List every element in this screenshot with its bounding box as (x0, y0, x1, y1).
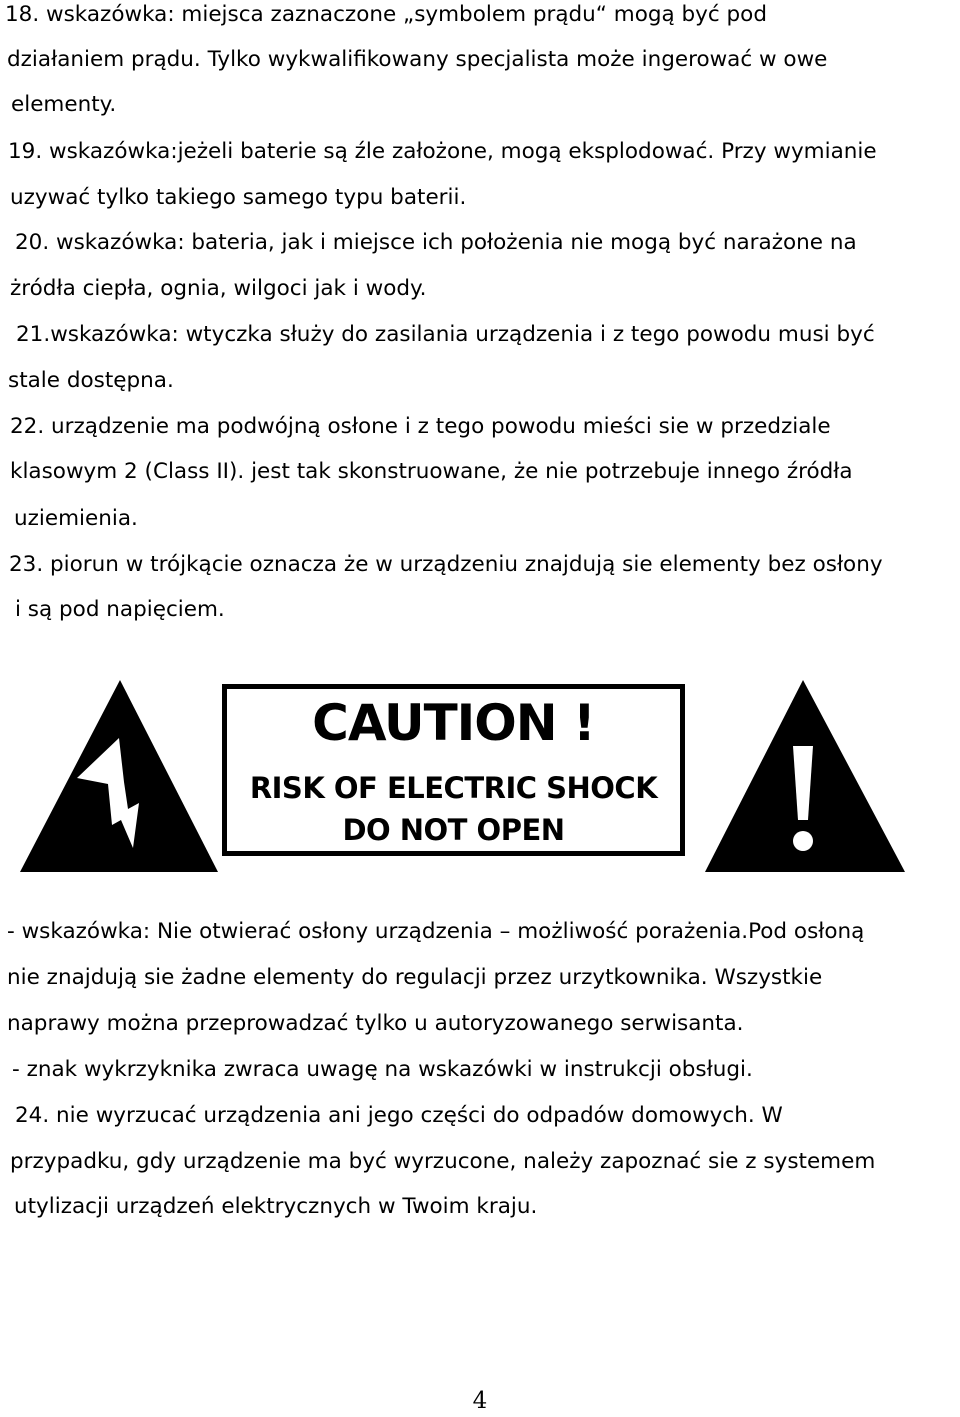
text-line: - znak wykrzyknika zwraca uwagę na wskazówki w instrukcji obsługi. (12, 1057, 753, 1082)
text-line: naprawy można przeprowadzać tylko u autoryzowanego serwisanta. (7, 1011, 744, 1036)
text-line: 23. piorun w trójkącie oznacza że w urządzeniu znajdują sie elementy bez osłony (9, 552, 883, 577)
text-line: działaniem prądu. Tylko wykwalifikowany specjalista może ingerować w owe (7, 47, 828, 72)
text-line: 24. nie wyrzucać urządzenia ani jego części do odpadów domowych. W (15, 1103, 783, 1128)
text-line: - wskazówka: Nie otwierać osłony urządzenia – możliwość porażenia.Pod osłoną (7, 919, 865, 944)
text-line: żródła ciepła, ognia, wilgoci jak i wody. (10, 276, 427, 301)
text-line: stale dostępna. (8, 368, 174, 393)
exclamation-triangle-icon (705, 680, 905, 872)
caution-title: CAUTION ! (312, 694, 595, 752)
text-line: 19. wskazówka:jeżeli baterie są źle założone, mogą eksplodować. Przy wymianie (8, 139, 877, 164)
page-number: 4 (472, 1388, 488, 1414)
text-line: 20. wskazówka: bateria, jak i miejsce ich położenia nie mogą być narażone na (15, 230, 857, 255)
text-line: przypadku, gdy urządzenie ma być wyrzucone, należy zapoznać sie z systemem (10, 1149, 876, 1174)
text-line: i są pod napięciem. (15, 597, 225, 622)
caution-do-not-open-text: DO NOT OPEN (342, 813, 565, 847)
text-line: utylizacji urządzeń elektrycznych w Twoim kraju. (14, 1194, 538, 1219)
lightning-triangle-icon (20, 680, 218, 872)
text-line: klasowym 2 (Class II). jest tak skonstruowane, że nie potrzebuje innego źródła (10, 459, 853, 484)
caution-box (222, 684, 685, 856)
text-line: nie znajdują sie żadne elementy do regulacji przez urzytkownika. Wszystkie (7, 965, 823, 990)
text-line: uzywać tylko takiego samego typu baterii. (10, 185, 467, 210)
text-line: 21.wskazówka: wtyczka służy do zasilania urządzenia i z tego powodu musi być (16, 322, 875, 347)
text-line: uziemienia. (14, 506, 138, 531)
caution-risk-text: RISK OF ELECTRIC SHOCK (249, 771, 658, 805)
text-line: 18. wskazówka: miejsca zaznaczone „symbolem prądu“ mogą być pod (5, 2, 767, 27)
text-line: elementy. (11, 92, 117, 117)
text-line: 22. urządzenie ma podwójną osłone i z tego powodu mieści sie w przedziale (10, 414, 831, 439)
